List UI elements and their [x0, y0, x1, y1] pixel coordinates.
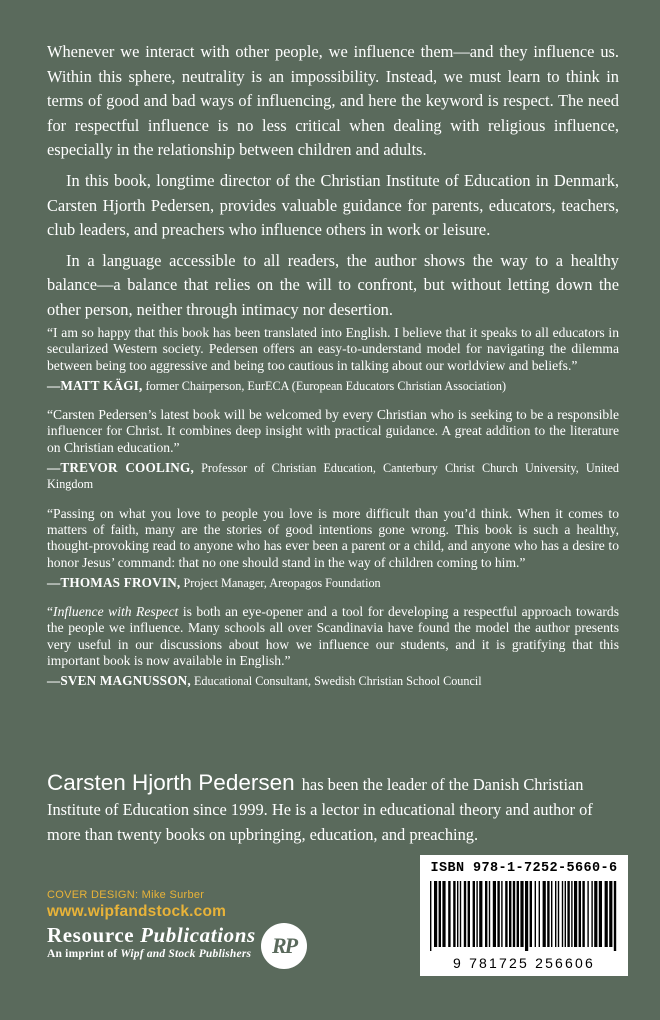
barcode-bar: [434, 881, 437, 947]
imprint-part2: Wipf and Stock Publishers: [120, 948, 252, 960]
publisher-website: www.wipfandstock.com: [47, 903, 227, 920]
barcode-bar: [430, 881, 431, 951]
barcode-bar: [509, 881, 511, 947]
credits: [47, 889, 226, 921]
back-cover-blurb: [47, 40, 619, 329]
barcode-bar: [582, 881, 584, 947]
endorser-name: —MATT KÄGI,: [47, 377, 143, 393]
imprint-part1: An imprint of: [47, 948, 121, 960]
barcode-bar: [591, 881, 592, 947]
endorsements: [47, 325, 619, 703]
barcode-bar: [539, 881, 540, 947]
barcode-bar: [485, 881, 487, 947]
rp-logo-text: RP: [271, 933, 297, 958]
barcode-bar: [513, 881, 515, 947]
endorsement-attribution: [47, 460, 619, 493]
isbn-label: ISBN 978-1-7252-5660-6: [430, 861, 618, 876]
quote-rest: is both an eye-opener and a tool for developing a respectful approach towards the people we influence. Many schools all over Scandinavia have found the model the author presents very useful in our discussions about how we influence our students, and it is gratifying that this important book is now available in English.”: [47, 604, 619, 669]
barcode-bar: [468, 881, 470, 947]
barcode-bar: [473, 881, 475, 947]
barcode-bar: [571, 881, 572, 947]
barcode-bar: [493, 881, 496, 947]
blurb-paragraph-1: Whenever we interact with other people, we influence them—and they influence us. Within this sphere, neutrality is an impossibility. Instead, we must learn to think in terms of good and bad ways of influencing, and here the keyword is respect. The need for respectful influence is no less critical when dealing with religious influence, especially in the relationship between children and adults.: [47, 42, 619, 160]
barcode-bar: [501, 881, 502, 947]
barcode-bar: [505, 881, 507, 947]
barcode-bar: [525, 881, 528, 951]
endorser-role: former Chairperson, EurECA (European Educators Christian Association): [145, 378, 507, 393]
barcode-bar: [558, 881, 559, 947]
endorsement-attribution: [47, 575, 619, 591]
rp-logo-icon: [261, 923, 307, 969]
author-bio: [47, 770, 625, 847]
publisher-name-part2: Publications: [140, 923, 256, 947]
author-bio-text: has been the leader of the Danish Christian Institute of Education since 1999. He is a lector in educational theory and author of more than twenty books on upbringing, education, and preaching.: [47, 775, 593, 844]
barcode-bar: [587, 881, 588, 947]
barcode-bar: [551, 881, 552, 947]
barcode-bar: [457, 881, 458, 947]
barcode-bar: [530, 881, 532, 947]
endorsement-quote: “Passing on what you love to people you love is more difficult than you’d think. When it comes to matters of faith, many are the stories of good intentions gone wrong. This book is such a healthy, thought-provoking read to anyone who has ever been a parent or a child, and anyone who has a desire to honor Jesus’ command: that no one should stand in the way of children coming to him.”: [47, 505, 619, 570]
barcode-bar: [609, 881, 612, 947]
endorsement: [47, 506, 619, 591]
endorser-role: Project Manager, Areopagos Foundation: [183, 575, 381, 590]
barcode-bar: [543, 881, 546, 947]
barcode-bar: [464, 881, 466, 947]
barcode-bar: [448, 881, 450, 947]
barcode-bar: [565, 881, 566, 947]
book-title: Influence with Respect: [53, 604, 179, 620]
barcode-bar: [599, 881, 602, 947]
barcode-bar: [476, 881, 477, 947]
barcode-bar: [535, 881, 536, 947]
endorser-name: —THOMAS FROVIN,: [47, 574, 181, 590]
barcode-bar: [442, 881, 445, 947]
endorsement: [47, 325, 619, 394]
endorsement-attribution: [47, 673, 619, 689]
barcode-bar: [453, 881, 455, 947]
endorsement-attribution: [47, 378, 619, 394]
endorsement-quote: “Carsten Pedersen’s latest book will be welcomed by every Christian who is seeking to be a responsible influencer for Christ. It combines deep insight with practical guidance. A great addition to the literature on Christian education.”: [47, 407, 619, 455]
endorser-role: Professor of Christian Education, Canterbury Christ Church University, United Kingdom: [47, 461, 619, 492]
barcode-bar: [439, 881, 441, 947]
barcode-bar: [547, 881, 549, 947]
endorser-name: —TREVOR COOLING,: [47, 460, 194, 476]
isbn-barcode: [420, 855, 628, 976]
barcode-bar: [562, 881, 563, 947]
publisher-name: [47, 923, 256, 948]
barcode-bar: [574, 881, 577, 947]
endorser-name: —SVEN MAGNUSSON,: [47, 673, 191, 689]
blurb-paragraph-3: In a language accessible to all readers, the author shows the way to a healthy balance—a balance that relies on the will to confront, but without letting down the other person, neither through intimacy nor desertion.: [47, 250, 619, 319]
quote-open-mark: “: [47, 604, 54, 620]
endorser-role: Educational Consultant, Swedish Christian School Council: [193, 674, 482, 689]
barcode-bar: [579, 881, 581, 947]
barcode-bar: [605, 881, 608, 947]
barcode-bar: [614, 881, 616, 951]
barcode-digits: 9 781725 256606: [453, 955, 595, 971]
barcode-bar: [460, 881, 461, 947]
barcode-bar: [497, 881, 499, 947]
barcode-bars: [428, 881, 620, 951]
barcode-bar: [489, 881, 490, 947]
barcode-bar: [567, 881, 569, 947]
cover-design-credit: COVER DESIGN: Mike Surber: [47, 889, 205, 901]
endorsement-quote: “I am so happy that this book has been translated into English. I believe that it speaks to all educators in secularized Western society. Pedersen offers an easy-to-understand model for navigating the dilemma between being too aggressive and being too cautious in talking about our worldview and beliefs.”: [47, 325, 619, 373]
barcode-bar: [555, 881, 556, 947]
barcode-bar: [594, 881, 597, 947]
publisher-block: [47, 923, 256, 960]
endorsement: [47, 604, 619, 689]
barcode-bar: [517, 881, 519, 947]
publisher-name-part1: Resource: [47, 923, 141, 947]
publisher-imprint: [47, 948, 256, 960]
author-name: Carsten Hjorth Pedersen: [47, 770, 295, 795]
endorsement: [47, 407, 619, 492]
barcode-bar: [520, 881, 523, 947]
endorsement-quote: [47, 604, 619, 669]
barcode-bar: [479, 881, 482, 947]
blurb-paragraph-2: In this book, longtime director of the Christian Institute of Education in Denmark, Carsten Hjorth Pedersen, provides valuable guidance for parents, educators, teachers, club leaders, and preachers who influence others in work or leisure.: [47, 170, 619, 240]
